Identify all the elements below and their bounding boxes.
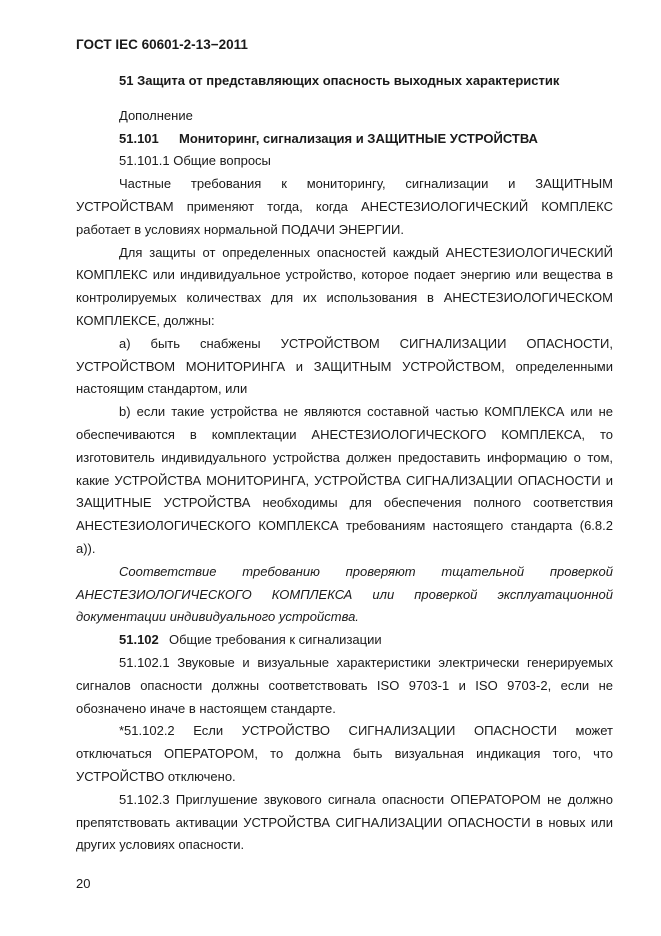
paragraph <box>76 720 613 788</box>
subsection-number: 51.101 <box>119 130 159 146</box>
clause-number: *51.102.2 <box>119 723 175 739</box>
compliance-note: Соответствие требованию проверяют тщательной проверкой АНЕСТЕЗИОЛОГИЧЕСКОГО КОМПЛЕКСА или проверкой эксплуатационной документации индивидуального устройства. <box>76 563 613 625</box>
clause-heading-51-101-1: 51.101.1 Общие вопросы <box>119 153 271 169</box>
subsection-title: Общие требования к сигнализации <box>169 632 382 648</box>
subsection-title: Мониторинг, сигнализация и ЗАЩИТНЫЕ УСТРОЙСТВА <box>179 130 538 146</box>
supplement-label: Дополнение <box>119 107 193 123</box>
list-item-a: a) быть снабжены УСТРОЙСТВОМ СИГНАЛИЗАЦИИ ОПАСНОСТИ, УСТРОЙСТВОМ МОНИТОРИНГА и ЗАЩИТНЫМ УСТРОЙСТВОМ, определенными настоящим стандартом, или <box>76 335 613 397</box>
subsection-number: 51.102 <box>119 632 159 648</box>
clause-text: Если УСТРОЙСТВО СИГНАЛИЗАЦИИ ОПАСНОСТИ может отключаться ОПЕРАТОРОМ, то должна быть визуальная индикация того, что УСТРОЙСТВО отключено. <box>76 723 613 784</box>
paragraph: Частные требования к мониторингу, сигнализации и ЗАЩИТНЫМ УСТРОЙСТВАМ применяют тогда, когда АНЕСТЕЗИОЛОГИЧЕСКИЙ КОМПЛЕКС работает в условиях нормальной ПОДАЧИ ЭНЕРГИИ. <box>76 176 613 237</box>
paragraph: Для защиты от определенных опасностей каждый АНЕСТЕЗИОЛОГИЧЕСКИЙ КОМПЛЕКС или индивидуальное устройство, которое подает энергию или вещества в контролируемых количествах для их использования в АНЕСТЕЗИОЛОГИЧЕСКОМ КОМПЛЕКСЕ, должны: <box>76 244 613 328</box>
subsection-heading-51-102 <box>76 629 613 652</box>
document-header: ГОСТ IEC 60601-2-13−2011 <box>76 37 248 52</box>
section-title: 51 Защита от представляющих опасность выходных характеристик <box>119 73 560 88</box>
page-number: 20 <box>76 876 91 891</box>
page-content <box>76 70 613 857</box>
paragraph: 51.102.3 Приглушение звукового сигнала опасности ОПЕРАТОРОМ не должно препятствовать активации УСТРОЙСТВА СИГНАЛИЗАЦИИ ОПАСНОСТИ в новых или других условиях опасности. <box>76 791 613 853</box>
subsection-heading-51-101 <box>76 128 613 151</box>
paragraph: 51.102.1 Звуковые и визуальные характеристики электрически генерируемых сигналов опасности должны соответствовать ISO 9703-1 и ISO 9703-2, если не обозначено иначе в настоящем стандарте. <box>76 654 613 716</box>
list-item-b: b) если такие устройства не являются составной частью КОМПЛЕКСА или не обеспечиваются в комплектации АНЕСТЕЗИОЛОГИЧЕСКОГО КОМПЛЕКСА, то изготовитель индивидуального устройства должен предоставить информацию о том, какие УСТРОЙСТВА МОНИТОРИНГА, УСТРОЙСТВА СИГНАЛИЗАЦИИ ОПАСНОСТИ и ЗАЩИТНЫЕ УСТРОЙСТВА необходимы для обеспечения полного соответствия АНЕСТЕЗИОЛОГИЧЕСКОГО КОМПЛЕКСА требованиям настоящего стандарта (6.8.2 a)). <box>76 404 613 556</box>
